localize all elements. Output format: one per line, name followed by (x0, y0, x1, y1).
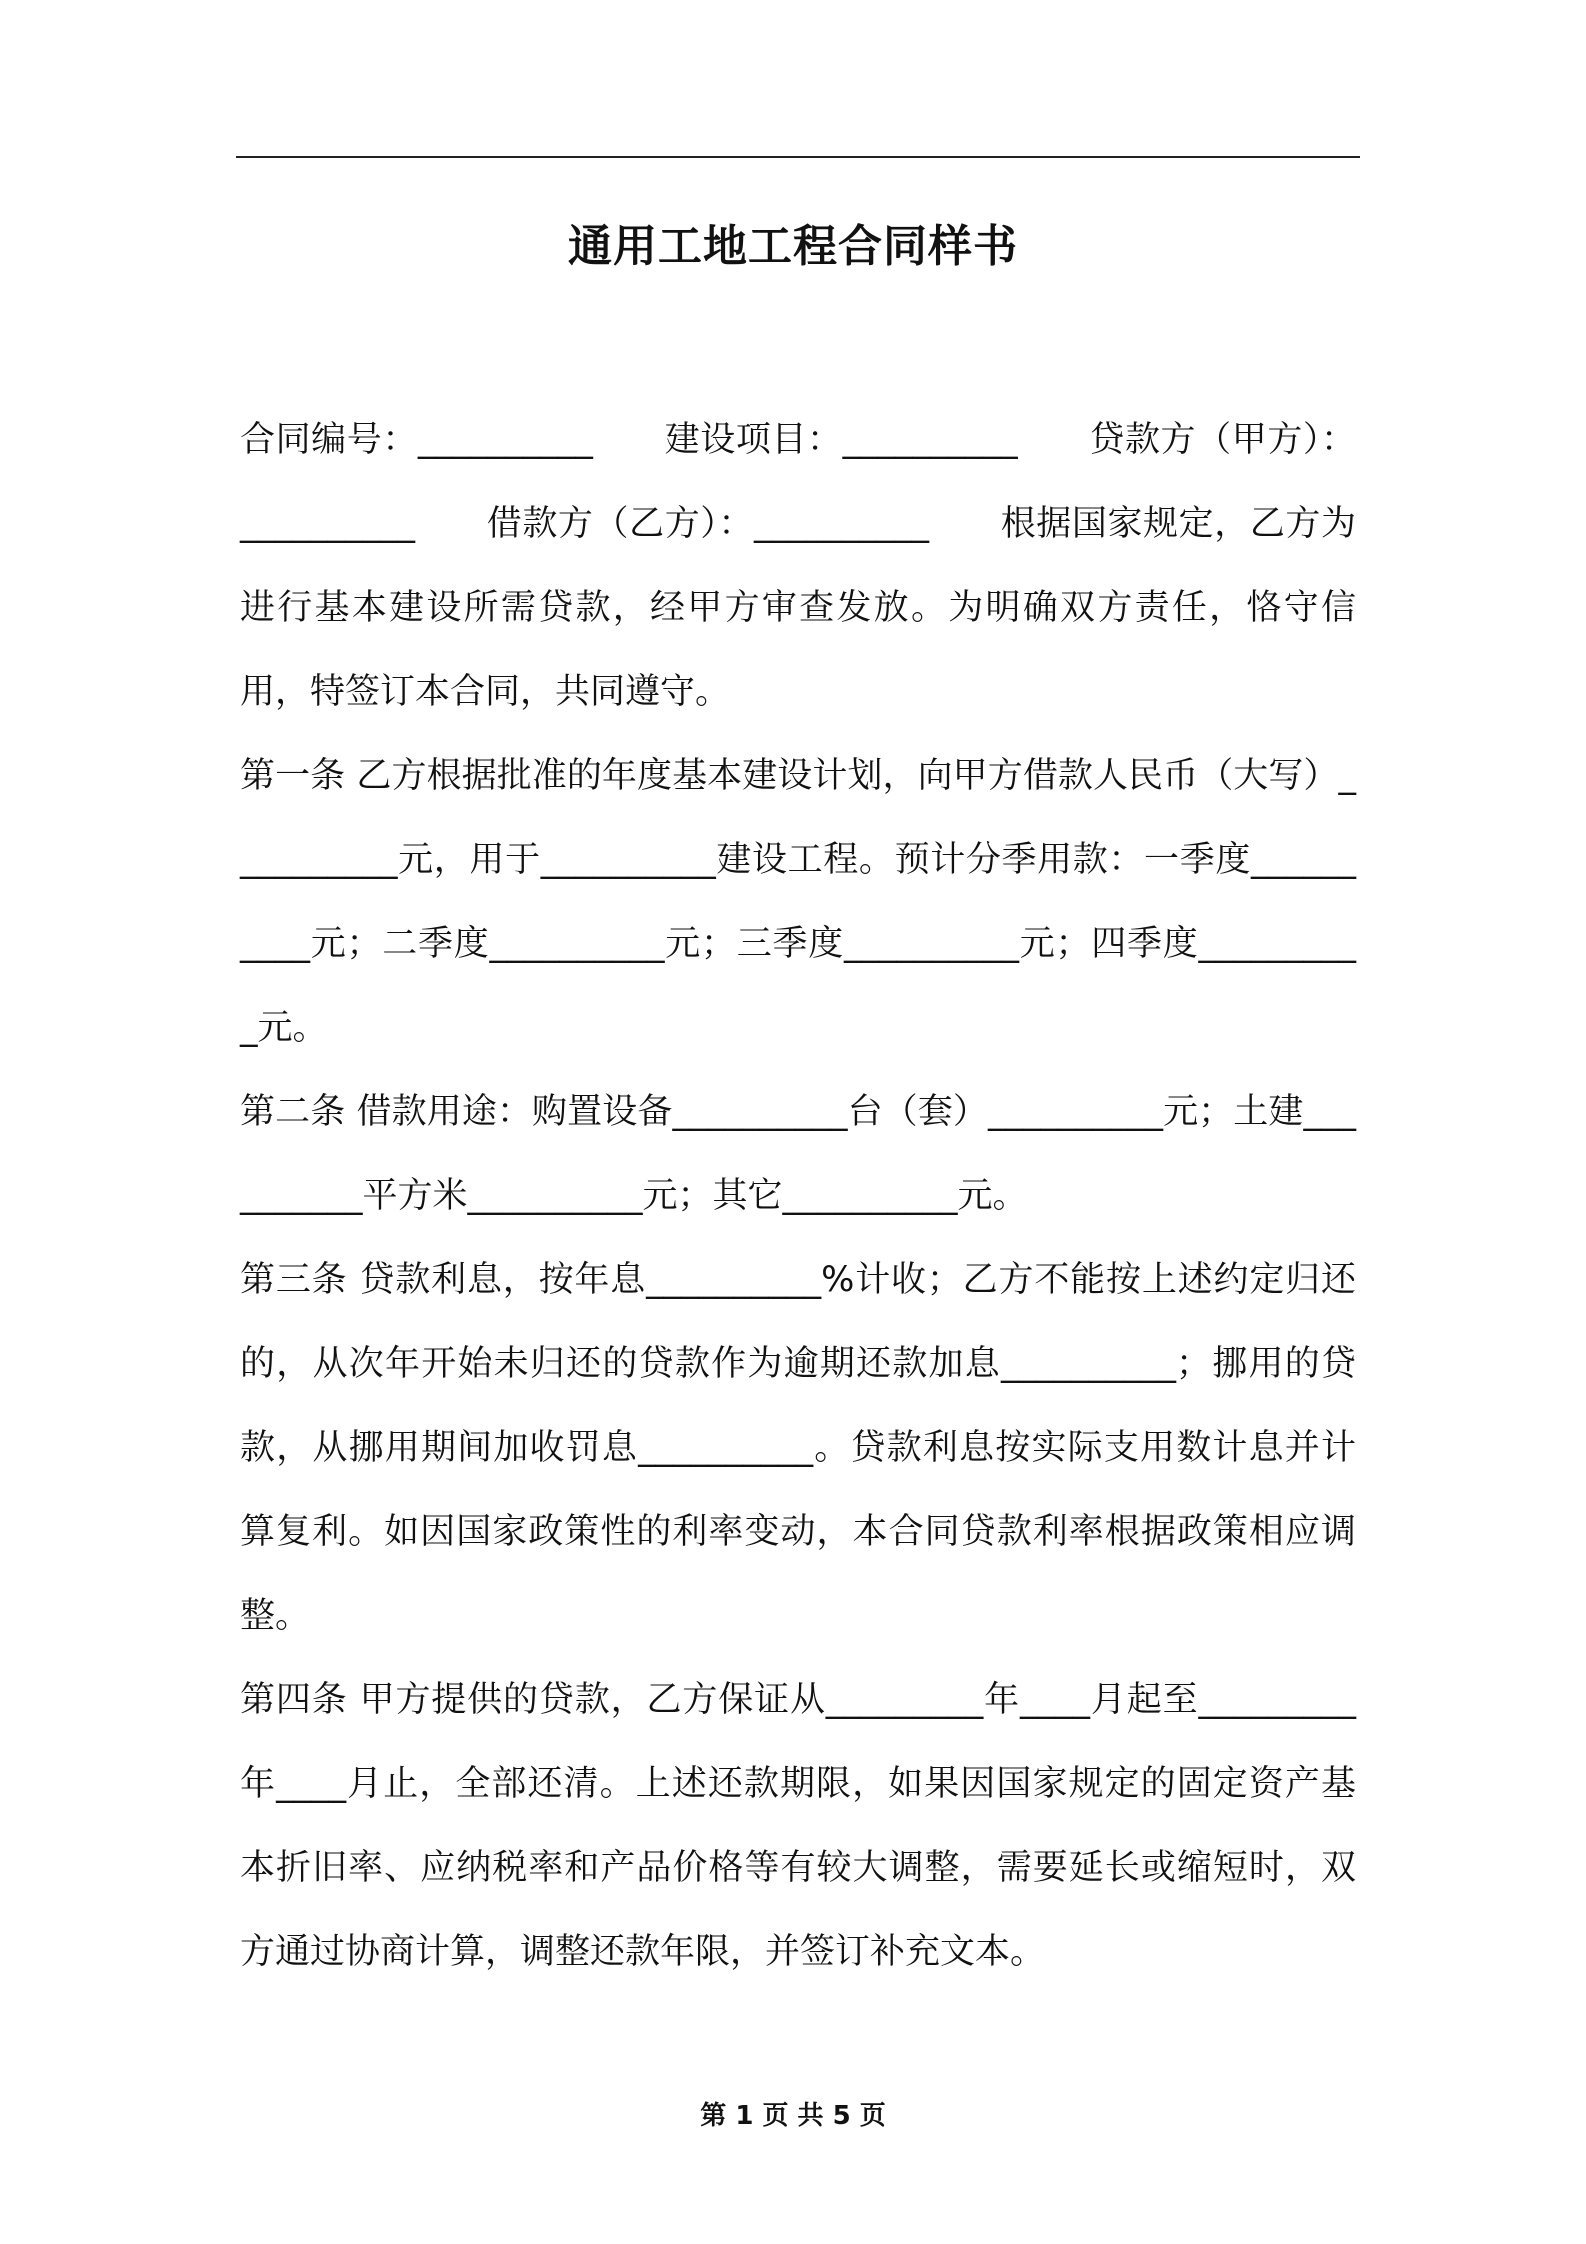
article-1-paragraph: 第一条 乙方根据批准的年度基本建设计划，向甲方借款人民币（大写）__________元，用于__________建设工程。预计分季用款：一季度__________元；二季度__________元；三季度__________元；四季度__________元。 (240, 756, 1356, 1048)
article-2-paragraph: 第二条 借款用途：购置设备__________台（套）__________元；土建__________平方米__________元；其它__________元。 (240, 1092, 1356, 1216)
document-title: 通用工地工程合同样书 (568, 221, 1018, 272)
article-3-paragraph: 第三条 贷款利息，按年息__________%计收；乙方不能按上述约定归还的，从次年开始未归还的贷款作为逾期还款加息__________；挪用的贷款，从挪用期间加收罚息__________。贷款利息按实际支用数计息并计算复利。如因国家政策性的利率变动，本合同贷款利率根据政策相应调整。 (240, 1260, 1356, 1636)
header-rule (236, 156, 1360, 158)
intro-paragraph: 合同编号：__________ 建设项目：__________ 贷款方（甲方）：__________ 借款方（乙方）：__________ 根据国家规定，乙方为进行基本建设所需贷款，经甲方审查发放。为明确双方责任，恪守信用，特签订本合同，共同遵守。 (240, 420, 1356, 712)
article-4-paragraph: 第四条 甲方提供的贷款，乙方保证从_________年____月起至_________年____月止，全部还清。上述还款期限，如果因国家规定的固定资产基本折旧率、应纳税率和产品价格等有较大调整，需要延长或缩短时，双方通过协商计算，调整还款年限，并签订补充文本。 (240, 1680, 1356, 1972)
document-body (240, 398, 1356, 1994)
page-number-footer: 第 1 页 共 5 页 (700, 2101, 886, 2131)
